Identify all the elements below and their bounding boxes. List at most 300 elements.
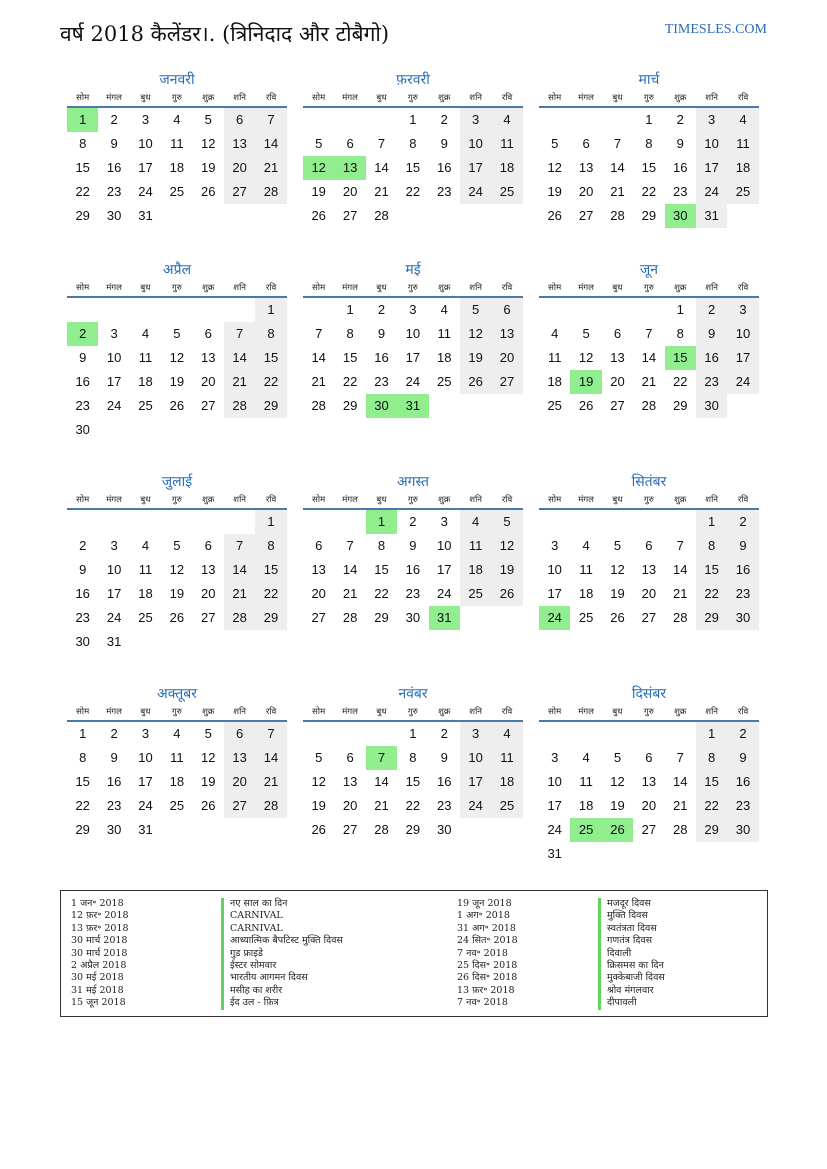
week-row: [539, 322, 759, 346]
day-cell: 21: [342, 586, 358, 601]
day-cell: 15: [665, 346, 696, 370]
day-cell: 15: [255, 346, 286, 370]
day-cell: 14: [374, 160, 389, 175]
day-cell: 7: [366, 746, 397, 770]
day-cell: 16: [673, 160, 688, 175]
empty-day-cell: [67, 510, 98, 534]
day-cell: 3: [460, 722, 491, 746]
empty-day-cell: [491, 818, 522, 842]
empty-day-cell: [696, 842, 727, 866]
weekday-label: बुध: [376, 283, 387, 293]
holiday-date: 1 अग॰ 2018: [457, 910, 510, 922]
day-cell: 5: [173, 538, 181, 553]
empty-day-cell: [255, 818, 286, 842]
holiday-name: मसीह का शरीर: [221, 985, 343, 997]
holiday-date: 26 दिस॰ 2018: [457, 972, 518, 984]
weekday-label: सोम: [76, 495, 90, 505]
holiday-name: CARNIVAL: [221, 923, 343, 935]
weekday-label: शनि: [233, 495, 246, 505]
day-cell: 10: [727, 322, 758, 346]
day-cell: 10: [547, 562, 562, 577]
day-cell: 9: [377, 326, 386, 341]
day-cell: 27: [201, 610, 216, 625]
day-cell: 22: [696, 794, 727, 818]
holiday-date: 30 मार्च 2018: [71, 947, 128, 959]
week-row: [67, 370, 287, 394]
week-row: [67, 156, 287, 180]
week-row: [67, 298, 287, 322]
day-cell: 11: [138, 562, 153, 577]
day-cell: 8: [676, 326, 684, 341]
empty-day-cell: [665, 722, 696, 746]
day-cell: 11: [170, 136, 184, 151]
weekday-header: [67, 492, 287, 510]
day-cell: 6: [315, 538, 323, 553]
weekday-label: बुध: [140, 707, 151, 717]
holiday-name: स्वतंत्रता दिवस: [598, 923, 665, 935]
day-cell: 31: [547, 846, 562, 861]
day-cell: 5: [551, 136, 559, 151]
empty-day-cell: [224, 298, 255, 322]
holiday-date: 1 जन॰ 2018: [71, 898, 124, 909]
weekday-label: शनि: [705, 495, 718, 505]
day-cell: 4: [582, 750, 590, 765]
day-cell: 2: [676, 112, 684, 127]
week-row: [303, 534, 523, 558]
day-cell: 19: [547, 184, 562, 199]
day-cell: 30: [75, 634, 90, 649]
month-name: फ़रवरी: [396, 72, 430, 88]
day-cell: 29: [374, 610, 389, 625]
weekday-label: मंगल: [578, 283, 594, 293]
day-cell: 15: [405, 160, 421, 175]
month-block: [303, 70, 523, 228]
weekday-label: शनि: [705, 93, 718, 103]
empty-day-cell: [161, 418, 192, 442]
week-row: [539, 746, 759, 770]
holiday-date: 30 मई 2018: [71, 972, 124, 984]
day-cell: 13: [334, 156, 365, 180]
empty-day-cell: [491, 204, 522, 228]
day-cell: 9: [110, 136, 118, 151]
day-cell: 27: [311, 610, 326, 625]
weekday-label: बुध: [612, 707, 623, 717]
holiday-date: 19 जून 2018: [457, 898, 512, 909]
weekday-header: [539, 280, 759, 298]
day-cell: 4: [460, 510, 491, 534]
holiday-name: गुड फ्राइडे: [221, 948, 343, 960]
holiday-names-col-2: [598, 898, 665, 1010]
day-cell: 6: [346, 136, 354, 151]
day-cell: 4: [141, 326, 150, 341]
weekday-header: [303, 704, 523, 722]
day-cell: 26: [169, 398, 185, 413]
weekday-label: शुक्र: [202, 495, 215, 505]
week-row: [67, 180, 287, 204]
day-cell: 22: [374, 586, 389, 601]
week-row: [67, 132, 287, 156]
day-cell: 5: [613, 538, 622, 553]
holiday-name: आध्यात्मिक बैपटिस्ट मुक्ति दिवस: [221, 935, 343, 947]
empty-day-cell: [193, 510, 224, 534]
empty-day-cell: [334, 108, 365, 132]
day-cell: 16: [75, 374, 90, 389]
month-name: अक्तूबर: [157, 686, 197, 702]
day-cell: 18: [491, 770, 522, 794]
day-cell: 3: [110, 538, 118, 553]
day-cell: 14: [224, 558, 255, 582]
weekday-label: बुध: [376, 707, 387, 717]
day-cell: 17: [138, 160, 153, 175]
day-cell: 26: [578, 398, 594, 413]
empty-day-cell: [255, 630, 286, 654]
day-cell: 17: [460, 770, 491, 794]
week-row: [303, 818, 523, 842]
day-cell: 21: [673, 798, 688, 813]
week-row: [303, 582, 523, 606]
day-cell: 7: [224, 322, 255, 346]
empty-day-cell: [67, 298, 98, 322]
weekday-label: शनि: [469, 93, 482, 103]
empty-day-cell: [303, 108, 334, 132]
holiday-name: दीपावली: [598, 997, 665, 1009]
day-cell: 16: [106, 160, 122, 175]
day-cell: 16: [106, 774, 122, 789]
day-cell: 4: [440, 302, 448, 317]
day-cell: 30: [727, 818, 758, 842]
weekday-label: रवि: [265, 283, 277, 293]
day-cell: 3: [727, 298, 758, 322]
weekday-label: शुक्र: [202, 707, 215, 717]
day-cell: 16: [437, 160, 452, 175]
weekday-label: गुरु: [407, 707, 418, 717]
weekday-label: मंगल: [342, 283, 358, 293]
empty-day-cell: [161, 818, 192, 842]
day-cell: 19: [169, 374, 185, 389]
month-block: [539, 684, 759, 866]
day-cell: 27: [342, 208, 358, 223]
day-cell: 7: [377, 136, 386, 151]
day-cell: 23: [106, 798, 122, 813]
empty-day-cell: [397, 204, 428, 228]
day-cell: 28: [255, 794, 286, 818]
day-cell: 25: [578, 610, 594, 625]
day-cell: 24: [138, 798, 153, 813]
day-cell: 26: [169, 610, 185, 625]
day-cell: 22: [75, 184, 90, 199]
day-cell: 24: [106, 610, 122, 625]
day-cell: 8: [696, 534, 727, 558]
day-cell: 5: [204, 112, 212, 127]
day-cell: 24: [696, 180, 727, 204]
week-row: [539, 370, 759, 394]
weekday-label: मंगल: [578, 707, 594, 717]
brand-link[interactable]: TIMESLES.COM: [664, 22, 767, 37]
holiday-name: मुक्ति दिवस: [598, 910, 665, 922]
weekday-label: शनि: [469, 283, 482, 293]
day-cell: 26: [311, 822, 326, 837]
weekday-label: रवि: [501, 707, 513, 717]
empty-day-cell: [224, 204, 255, 228]
empty-day-cell: [429, 204, 460, 228]
day-cell: 10: [405, 326, 421, 341]
day-cell: 23: [106, 184, 122, 199]
day-cell: 26: [201, 184, 216, 199]
page-title: वर्ष 2018 कैलेंडर।. (त्रिनिदाद और टोबैगो): [60, 22, 390, 46]
day-cell: 10: [460, 746, 491, 770]
day-cell: 27: [491, 370, 522, 394]
empty-day-cell: [633, 510, 664, 534]
day-cell: 14: [374, 774, 389, 789]
weekday-label: सोम: [548, 283, 562, 293]
day-cell: 25: [570, 818, 601, 842]
month-block: [303, 472, 523, 630]
day-cell: 15: [374, 562, 389, 577]
empty-day-cell: [161, 630, 192, 654]
empty-day-cell: [633, 298, 664, 322]
empty-day-cell: [460, 204, 491, 228]
empty-day-cell: [224, 818, 255, 842]
holiday-date: 15 जून 2018: [71, 997, 126, 1009]
day-cell: 8: [696, 746, 727, 770]
day-cell: 28: [641, 398, 657, 413]
week-row: [539, 722, 759, 746]
month-name: अप्रैल: [162, 262, 192, 278]
day-cell: 10: [696, 132, 727, 156]
day-cell: 15: [75, 160, 90, 175]
day-cell: 23: [374, 374, 389, 389]
day-cell: 20: [224, 770, 255, 794]
day-cell: 9: [79, 350, 87, 365]
day-cell: 29: [673, 398, 688, 413]
weekday-label: गुरु: [643, 283, 654, 293]
day-cell: 12: [491, 534, 522, 558]
day-cell: 14: [673, 562, 688, 577]
day-cell: 14: [673, 774, 688, 789]
day-cell: 18: [169, 774, 185, 789]
day-cell: 12: [460, 322, 491, 346]
day-cell: 27: [578, 208, 594, 223]
holiday-name: ईद उल - फ़ित्र: [221, 997, 343, 1009]
day-cell: 20: [610, 374, 625, 389]
day-cell: 7: [224, 534, 255, 558]
empty-day-cell: [491, 394, 522, 418]
empty-day-cell: [727, 394, 758, 418]
month-block: [539, 260, 759, 418]
day-cell: 22: [255, 370, 286, 394]
day-cell: 2: [79, 538, 87, 553]
empty-day-cell: [303, 510, 334, 534]
day-cell: 13: [201, 562, 216, 577]
day-cell: 3: [440, 514, 448, 529]
weekday-label: रवि: [737, 495, 749, 505]
day-cell: 29: [696, 818, 727, 842]
day-cell: 29: [641, 208, 657, 223]
day-cell: 29: [255, 394, 286, 418]
weekday-label: गुरु: [643, 495, 654, 505]
day-cell: 1: [255, 510, 286, 534]
day-cell: 18: [727, 156, 758, 180]
month-block: [67, 472, 287, 654]
day-cell: 28: [374, 208, 389, 223]
day-cell: 15: [405, 774, 421, 789]
day-cell: 13: [610, 350, 625, 365]
day-cell: 9: [440, 136, 448, 151]
day-cell: 30: [366, 394, 397, 418]
empty-day-cell: [130, 298, 161, 322]
day-cell: 3: [141, 112, 150, 127]
day-cell: 20: [641, 798, 657, 813]
day-cell: 11: [460, 534, 491, 558]
day-cell: 30: [106, 822, 122, 837]
day-cell: 17: [437, 562, 452, 577]
day-cell: 26: [547, 208, 562, 223]
day-cell: 3: [460, 108, 491, 132]
weekday-label: बुध: [376, 495, 387, 505]
weekday-label: शुक्र: [438, 283, 451, 293]
weekday-label: बुध: [612, 283, 623, 293]
empty-day-cell: [570, 722, 601, 746]
day-cell: 19: [311, 184, 326, 199]
day-cell: 12: [169, 562, 185, 577]
day-cell: 12: [610, 562, 625, 577]
week-row: [539, 534, 759, 558]
empty-day-cell: [570, 510, 601, 534]
day-cell: 22: [255, 582, 286, 606]
day-cell: 2: [696, 298, 727, 322]
day-cell: 6: [491, 298, 522, 322]
week-row: [67, 346, 287, 370]
day-cell: 9: [79, 562, 87, 577]
day-cell: 21: [255, 770, 286, 794]
weekday-label: शुक्र: [674, 707, 687, 717]
day-cell: 2: [110, 112, 118, 127]
day-cell: 21: [673, 586, 688, 601]
day-cell: 6: [645, 750, 653, 765]
day-cell: 6: [613, 326, 622, 341]
week-row: [303, 558, 523, 582]
day-cell: 9: [727, 746, 758, 770]
weekday-label: रवि: [265, 93, 277, 103]
day-cell: 3: [409, 302, 417, 317]
day-cell: 18: [437, 350, 452, 365]
empty-day-cell: [193, 630, 224, 654]
holiday-dates-col-1: [71, 898, 129, 1010]
weekday-label: गुरु: [171, 495, 182, 505]
empty-day-cell: [303, 298, 334, 322]
day-cell: 30: [665, 204, 696, 228]
day-cell: 12: [201, 750, 216, 765]
day-cell: 11: [138, 350, 153, 365]
weekday-label: बुध: [140, 93, 151, 103]
week-row: [67, 108, 287, 132]
day-cell: 14: [641, 350, 657, 365]
day-cell: 3: [551, 750, 559, 765]
day-cell: 20: [311, 586, 326, 601]
empty-day-cell: [224, 510, 255, 534]
empty-day-cell: [570, 108, 601, 132]
day-cell: 1: [409, 726, 417, 741]
empty-day-cell: [130, 418, 161, 442]
day-cell: 29: [255, 606, 286, 630]
day-cell: 30: [75, 422, 90, 437]
day-cell: 20: [578, 184, 594, 199]
weekday-label: शनि: [233, 707, 246, 717]
day-cell: 30: [437, 822, 452, 837]
day-cell: 31: [138, 822, 153, 837]
day-cell: 6: [224, 722, 255, 746]
day-cell: 14: [610, 160, 625, 175]
empty-day-cell: [161, 204, 192, 228]
day-cell: 4: [582, 538, 590, 553]
holiday-date: 13 फ़र॰ 2018: [457, 984, 515, 996]
weekday-header: [539, 90, 759, 108]
day-cell: 10: [106, 350, 122, 365]
day-cell: 12: [169, 350, 185, 365]
day-cell: 18: [547, 374, 562, 389]
empty-day-cell: [193, 298, 224, 322]
weekday-header: [67, 704, 287, 722]
day-cell: 22: [75, 798, 90, 813]
empty-day-cell: [602, 722, 633, 746]
day-cell: 5: [173, 326, 181, 341]
day-cell: 10: [437, 538, 452, 553]
day-cell: 22: [696, 582, 727, 606]
week-row: [67, 582, 287, 606]
week-row: [539, 108, 759, 132]
day-cell: 24: [539, 606, 570, 630]
weekday-label: मंगल: [578, 93, 594, 103]
empty-day-cell: [539, 722, 570, 746]
day-cell: 22: [673, 374, 688, 389]
day-cell: 27: [641, 822, 657, 837]
weekday-label: गुरु: [643, 93, 654, 103]
week-row: [303, 394, 523, 418]
day-cell: 2: [110, 726, 118, 741]
week-row: [539, 394, 759, 418]
holiday-date: 2 अप्रैल 2018: [71, 959, 127, 971]
weekday-label: शुक्र: [674, 93, 687, 103]
empty-day-cell: [539, 510, 570, 534]
weekday-label: शुक्र: [438, 495, 451, 505]
weekday-label: मंगल: [106, 707, 122, 717]
day-cell: 18: [578, 798, 594, 813]
empty-day-cell: [303, 722, 334, 746]
day-cell: 23: [727, 794, 758, 818]
day-cell: 6: [645, 538, 653, 553]
day-cell: 22: [405, 184, 421, 199]
weekday-header: [303, 280, 523, 298]
day-cell: 15: [342, 350, 358, 365]
day-cell: 5: [315, 750, 323, 765]
day-cell: 29: [342, 398, 358, 413]
day-cell: 27: [641, 610, 657, 625]
day-cell: 7: [676, 750, 684, 765]
day-cell: 11: [170, 750, 184, 765]
weekday-label: बुध: [140, 495, 151, 505]
empty-day-cell: [161, 298, 192, 322]
day-cell: 8: [255, 534, 286, 558]
weekday-header: [67, 280, 287, 298]
day-cell: 20: [641, 586, 657, 601]
empty-day-cell: [602, 108, 633, 132]
day-cell: 25: [169, 184, 185, 199]
day-cell: 22: [641, 184, 657, 199]
day-cell: 24: [405, 374, 421, 389]
day-cell: 26: [602, 818, 633, 842]
weekday-label: शुक्र: [674, 495, 687, 505]
weekday-header: [67, 90, 287, 108]
